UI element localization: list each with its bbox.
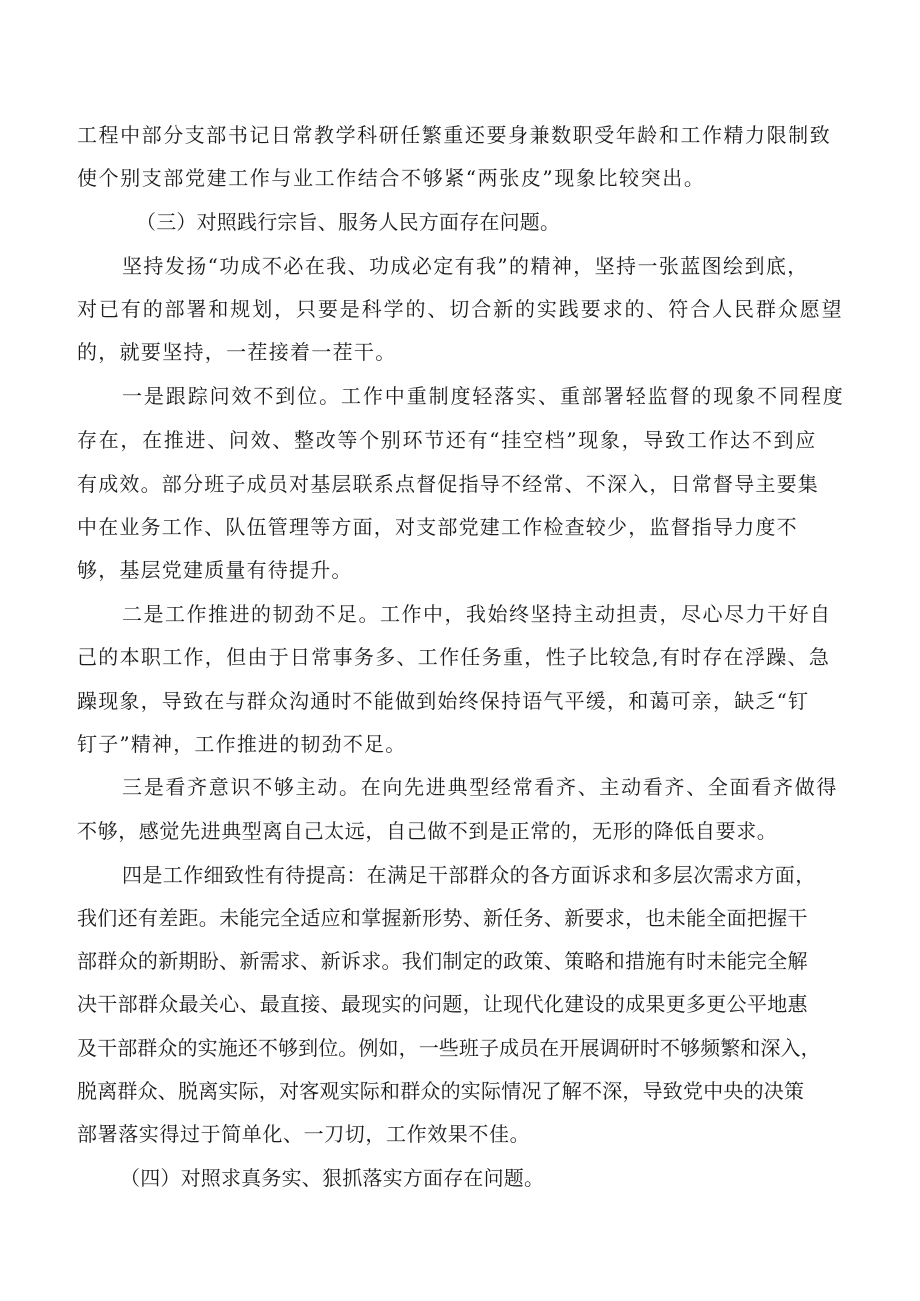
- text-line: 工程中部分支部书记日常教学科研任繁重还要身兼数职受年龄和工作精力限制致: [77, 123, 832, 147]
- text-line: 二是工作推进的韧劲不足。工作中，我始终坚持主动担责，尽心尽力干好自: [122, 602, 832, 626]
- text-line: 躁现象，导致在与群众沟通时不能做到始终保持语气平缓，和蔼可亲，缺乏“钉: [77, 689, 810, 713]
- section-heading: （四）对照求真务实、狠抓落实方面存在问题。: [120, 1166, 545, 1190]
- text-line: 使个别支部党建工作与业工作结合不够紧“两张皮”现象比较突出。: [77, 166, 706, 190]
- text-line: 坚持发扬“功成不必在我、功成必定有我”的精神，坚持一张蓝图绘到底，: [122, 254, 809, 278]
- text-line: 我们还有差距。未能完全适应和掌握新形势、新任务、新要求，也未能全面把握干: [77, 906, 808, 930]
- text-line: 三是看齐意识不够主动。在向先进典型经常看齐、主动看齐、全面看齐做得: [122, 775, 839, 799]
- text-line: 四是工作细致性有待提高：在满足干部群众的各方面诉求和多层次需求方面，: [122, 863, 816, 887]
- section-heading: （三）对照践行宗旨、服务人民方面存在问题。: [136, 210, 561, 234]
- text-line: 钉子”精神，工作推进的韧劲不足。: [77, 732, 407, 756]
- text-line: 决干部群众最关心、最直接、最现实的问题，让现代化建设的成果更多更公平地惠: [77, 992, 808, 1016]
- text-line: 部署落实得过于简单化、一刀切，工作效果不佳。: [77, 1122, 531, 1146]
- text-line: 有成效。部分班子成员对基层联系点督促指导不经常、不深入，日常督导主要集: [77, 472, 819, 496]
- text-line: 部群众的新期盼、新需求、新诉求。我们制定的政策、策略和措施有时未能完全解: [77, 949, 808, 973]
- text-line: 不够，感觉先进典型离自己太远，自己做不到是正常的，无形的降低自要求。: [77, 819, 778, 843]
- text-line: 及干部群众的实施还不够到位。例如，一些班子成员在开展调研时不够频繁和深入，: [77, 1036, 821, 1060]
- text-line: 够，基层党建质量有待提升。: [77, 558, 353, 582]
- text-line: 的，就要坚持，一茬接着一茬干。: [77, 340, 397, 364]
- text-line: 存在，在推进、问效、整改等个别环节还有“挂空档”现象，导致工作达不到应: [77, 428, 817, 452]
- text-line: 脱离群众、脱离实际，对客观实际和群众的实际情况了解不深，导致党中央的决策: [77, 1079, 805, 1103]
- text-line: 对已有的部署和规划，只要是科学的、切合新的实践要求的、符合人民群众愿望: [77, 297, 844, 321]
- text-line: 中在业务工作、队伍管理等方面，对支部党建工作检查较少，监督指导力度不: [77, 515, 798, 539]
- text-line: 己的本职工作，但由于日常事务多、工作任务重，性子比较急,有时存在浮躁、急: [77, 645, 831, 669]
- text-line: 一是跟踪问效不到位。工作中重制度轻落实、重部署轻监督的现象不同程度: [122, 384, 845, 408]
